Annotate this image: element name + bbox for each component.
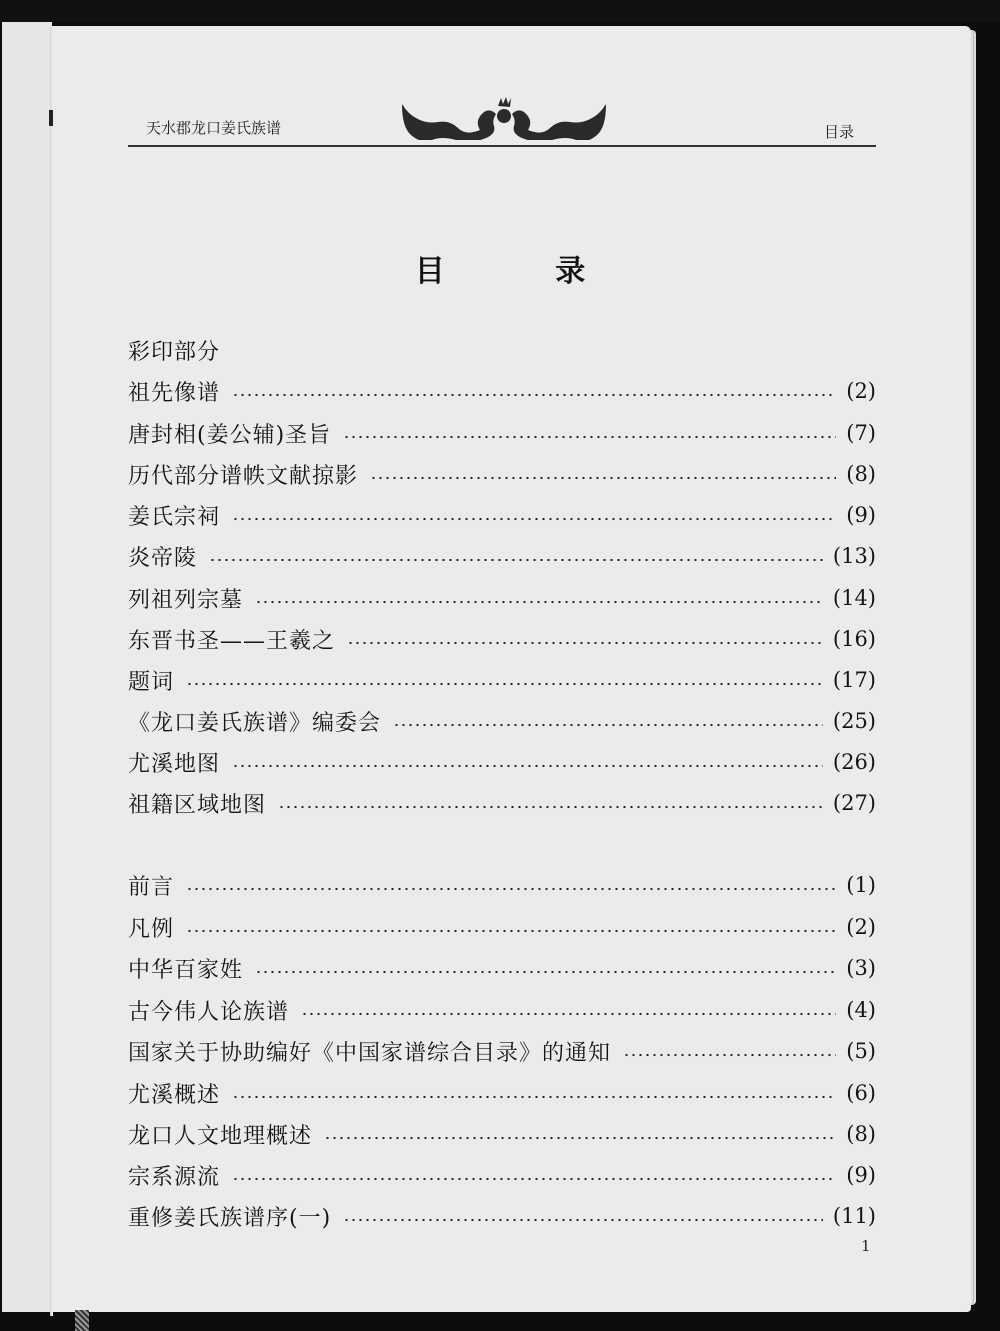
dot-leader bbox=[301, 1012, 836, 1016]
toc-entry[interactable] bbox=[128, 583, 876, 613]
dot-leader bbox=[232, 393, 836, 397]
toc-entry-label: 《龙口姜氏族谱》编委会 bbox=[128, 710, 382, 736]
bookmark-ribbon bbox=[75, 1310, 89, 1331]
toc-entry[interactable] bbox=[128, 912, 876, 942]
running-header-title: 天水郡龙口姜氏族谱 bbox=[146, 119, 282, 137]
dot-leader bbox=[370, 476, 836, 480]
page-number: 1 bbox=[861, 1237, 871, 1255]
dot-leader bbox=[343, 435, 836, 439]
toc-entry[interactable] bbox=[128, 788, 876, 818]
section-heading-color-print: 彩印部分 bbox=[128, 340, 221, 365]
twin-dragons-pearl-icon bbox=[398, 96, 610, 140]
dot-leader bbox=[232, 764, 823, 768]
toc-entry[interactable] bbox=[128, 541, 876, 571]
dot-leader bbox=[324, 1136, 836, 1140]
toc-entry-label: 凡例 bbox=[128, 916, 175, 942]
dot-leader bbox=[186, 929, 836, 933]
dot-leader bbox=[393, 723, 823, 727]
toc-entry-page: (13) bbox=[832, 544, 876, 568]
toc-entry-page: (9) bbox=[846, 503, 876, 527]
toc-entry-page: (14) bbox=[832, 586, 876, 610]
toc-entry-label: 唐封相(姜公辅)圣旨 bbox=[128, 422, 332, 448]
toc-entry-label: 尤溪概述 bbox=[128, 1082, 221, 1108]
dot-leader bbox=[232, 1177, 836, 1181]
toc-entry-page: (6) bbox=[846, 1081, 876, 1105]
dot-leader bbox=[255, 970, 836, 974]
toc-entry-label: 龙口人文地理概述 bbox=[128, 1123, 313, 1149]
scan-top-border bbox=[0, 0, 1000, 22]
toc-entry-page: (16) bbox=[832, 627, 876, 651]
toc-entry-label: 宗系源流 bbox=[128, 1164, 221, 1190]
toc-entry-label: 祖先像谱 bbox=[128, 380, 221, 406]
dot-leader bbox=[278, 805, 823, 809]
dot-leader bbox=[623, 1053, 836, 1057]
dot-leader bbox=[186, 887, 836, 891]
toc-entry-page: (4) bbox=[846, 998, 876, 1022]
dot-leader bbox=[186, 682, 823, 686]
toc-entry-page: (1) bbox=[846, 873, 876, 897]
toc-entry[interactable] bbox=[128, 1119, 876, 1149]
toc-entry[interactable] bbox=[128, 870, 876, 900]
toc-entry-page: (8) bbox=[846, 1122, 876, 1146]
toc-entry[interactable] bbox=[128, 1160, 876, 1190]
header-rule bbox=[128, 145, 876, 147]
toc-entry[interactable] bbox=[128, 1036, 876, 1066]
toc-entry-label: 东晋书圣——王羲之 bbox=[128, 628, 336, 654]
page-title: 目 录 bbox=[414, 254, 636, 289]
dot-leader bbox=[232, 1095, 836, 1099]
toc-entry-label: 尤溪地图 bbox=[128, 751, 221, 777]
toc-entry-label: 炎帝陵 bbox=[128, 545, 198, 571]
toc-entry[interactable] bbox=[128, 1201, 876, 1231]
toc-entry[interactable] bbox=[128, 459, 876, 489]
toc-entry-page: (5) bbox=[846, 1039, 876, 1063]
toc-entry-label: 前言 bbox=[128, 874, 175, 900]
toc-entry-page: (2) bbox=[846, 379, 876, 403]
toc-entry-label: 历代部分谱帙文献掠影 bbox=[128, 463, 359, 489]
dot-leader bbox=[343, 1218, 823, 1222]
toc-entry-label: 重修姜氏族谱序(一) bbox=[128, 1205, 332, 1231]
toc-entry[interactable] bbox=[128, 500, 876, 530]
dot-leader bbox=[255, 600, 823, 604]
toc-entry-page: (27) bbox=[832, 791, 876, 815]
toc-entry-page: (8) bbox=[846, 462, 876, 486]
toc-entry-page: (26) bbox=[832, 750, 876, 774]
toc-entry[interactable] bbox=[128, 665, 876, 695]
toc-entry-page: (11) bbox=[832, 1204, 876, 1228]
toc-entry[interactable] bbox=[128, 418, 876, 448]
toc-entry-label: 古今伟人论族谱 bbox=[128, 999, 290, 1025]
toc-entry-page: (25) bbox=[832, 709, 876, 733]
toc-entry[interactable] bbox=[128, 747, 876, 777]
toc-entry-page: (2) bbox=[846, 915, 876, 939]
toc-entry[interactable] bbox=[128, 706, 876, 736]
toc-entry[interactable] bbox=[128, 624, 876, 654]
toc-entry-page: (7) bbox=[846, 421, 876, 445]
toc-entry[interactable] bbox=[128, 953, 876, 983]
dot-leader bbox=[347, 641, 823, 645]
toc-entry-page: (17) bbox=[832, 668, 876, 692]
dot-leader bbox=[209, 558, 823, 562]
toc-entry-page: (9) bbox=[846, 1163, 876, 1187]
toc-entry-label: 祖籍区域地图 bbox=[128, 792, 267, 818]
toc-entry-label: 姜氏宗祠 bbox=[128, 504, 221, 530]
running-header-section: 目录 bbox=[824, 123, 855, 141]
facing-page-edge bbox=[2, 22, 52, 1312]
dot-leader bbox=[232, 517, 836, 521]
toc-entry[interactable] bbox=[128, 995, 876, 1025]
toc-entry-page: (3) bbox=[846, 956, 876, 980]
toc-entry[interactable] bbox=[128, 1078, 876, 1108]
toc-entry-label: 国家关于协助编好《中国家谱综合目录》的通知 bbox=[128, 1040, 612, 1066]
toc-entry-label: 列祖列宗墓 bbox=[128, 587, 244, 613]
toc-entry-label: 题词 bbox=[128, 669, 175, 695]
toc-entry-label: 中华百家姓 bbox=[128, 957, 244, 983]
toc-entry[interactable] bbox=[128, 376, 876, 406]
